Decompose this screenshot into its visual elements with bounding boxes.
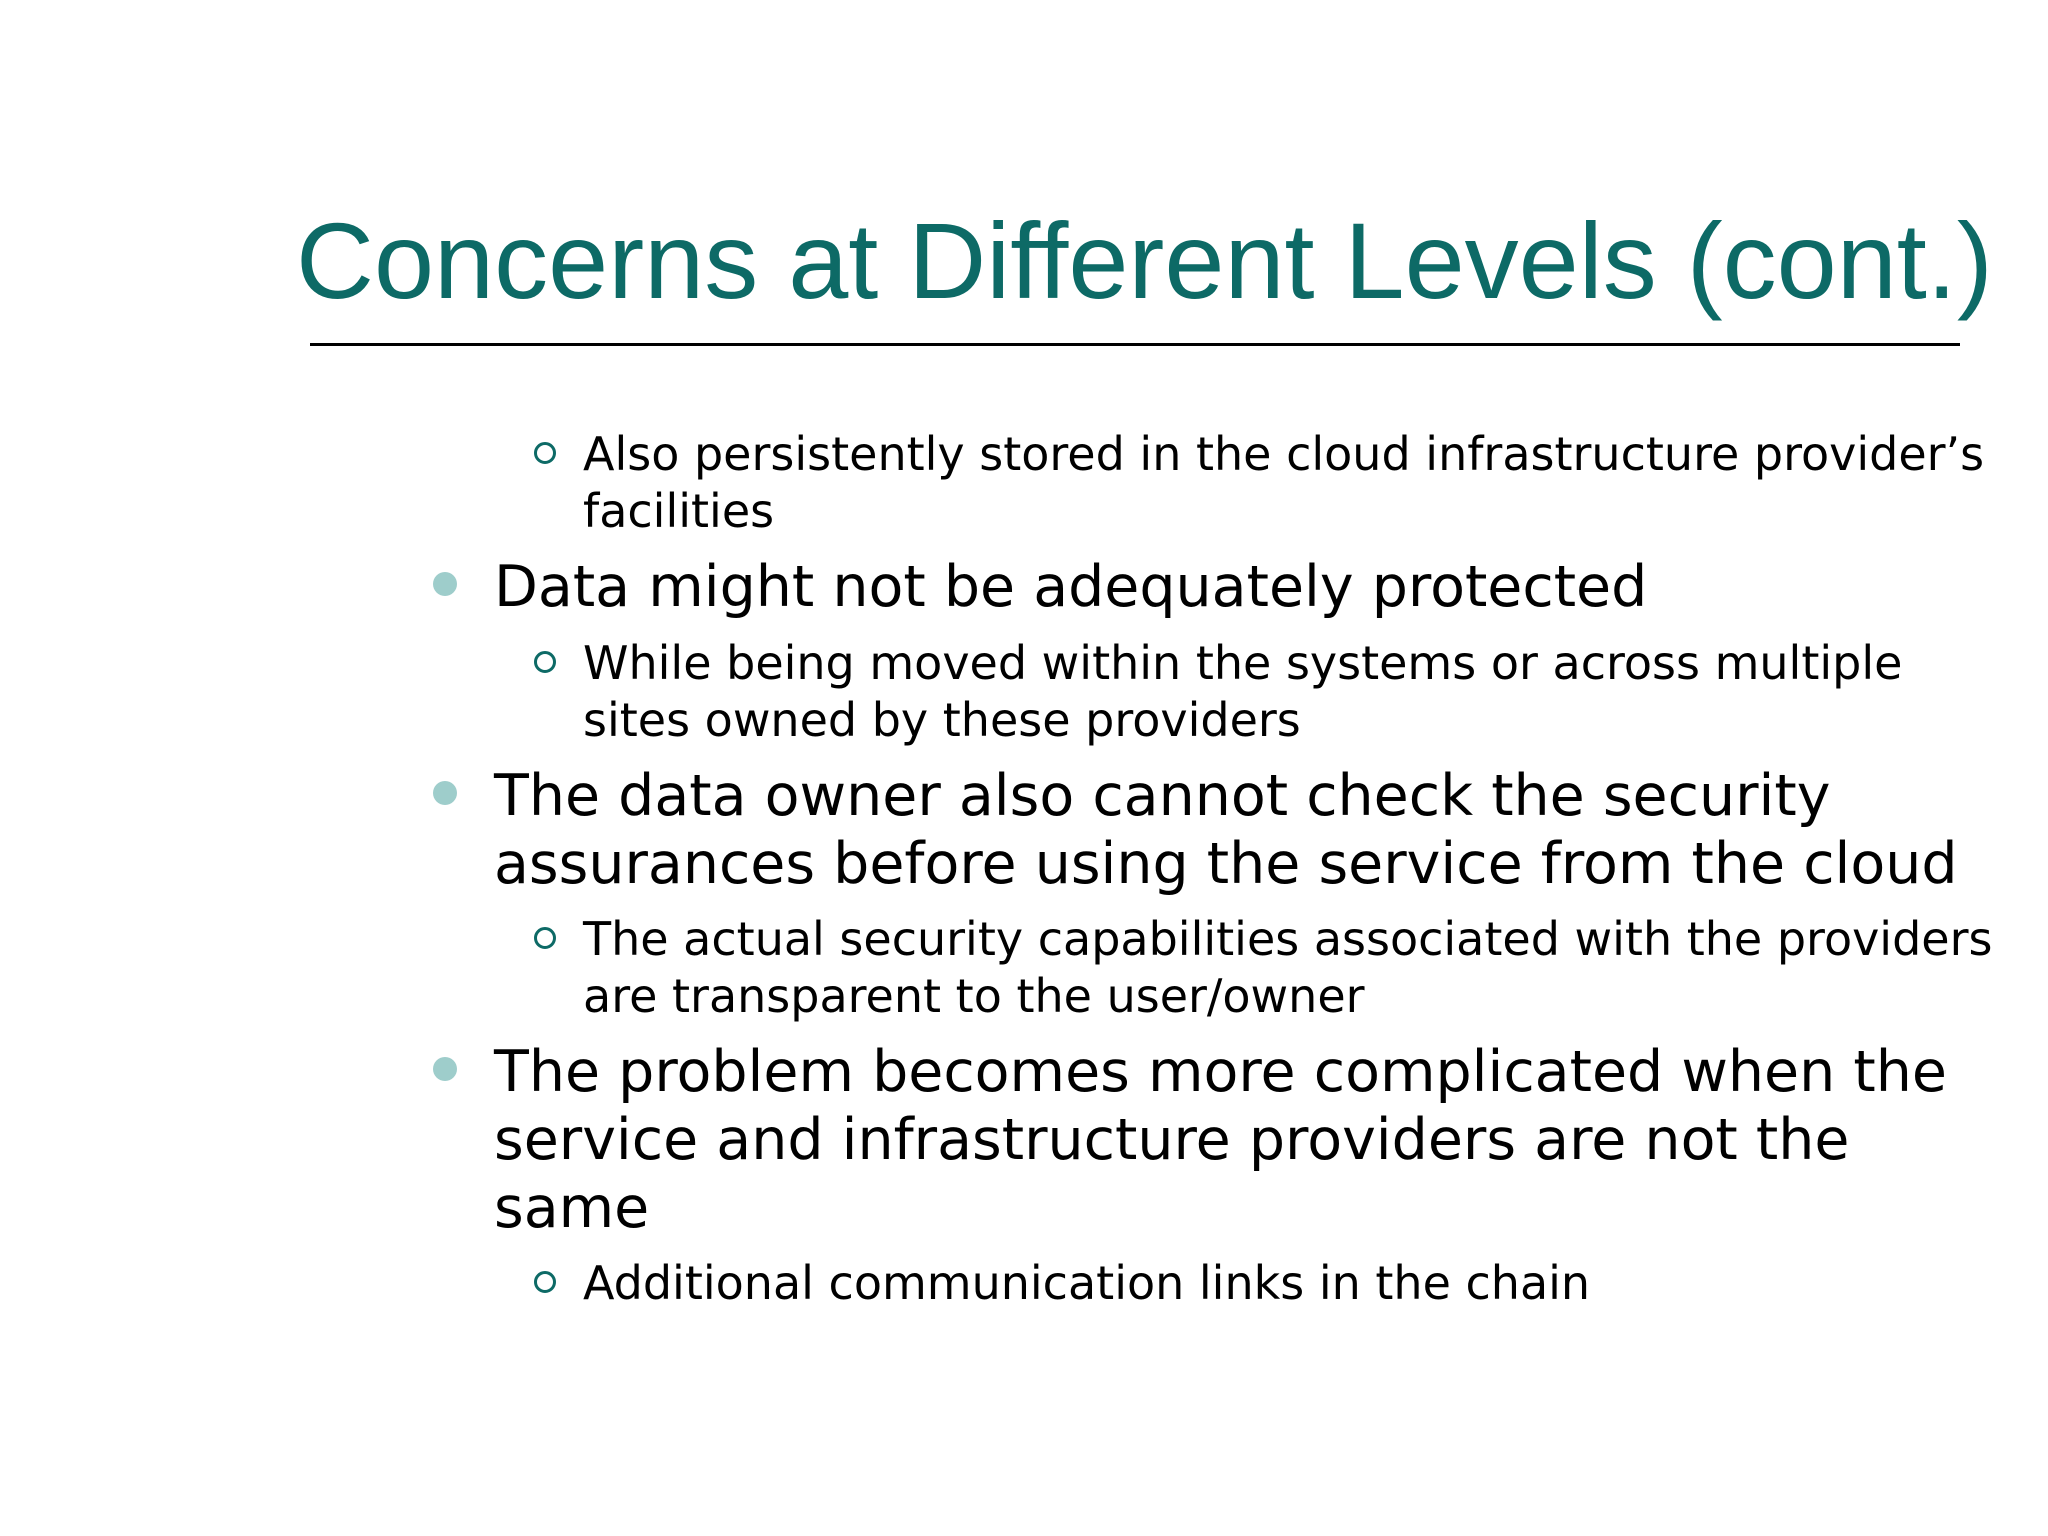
sub-bullet-item <box>583 426 2003 540</box>
bullet-text: Additional communication links in the chain <box>583 1256 1591 1310</box>
ring-bullet-icon <box>534 442 556 464</box>
sub-bullet-item <box>583 1255 2003 1312</box>
dot-bullet-icon <box>433 781 457 805</box>
bullet-text: The data owner also cannot check the security assurances before using the service from the cloud <box>494 763 1958 897</box>
slide-title: Concerns at Different Levels (cont.) <box>296 200 1993 321</box>
bullet-text: Also persistently stored in the cloud infrastructure provider’s facilities <box>583 427 1985 538</box>
bullet-item <box>494 553 1994 621</box>
title-divider <box>310 343 1960 346</box>
bullet-text: The problem becomes more complicated when the service and infrastructure providers are not the same <box>494 1039 1947 1241</box>
bullet-text: While being moved within the systems or across multiple sites owned by these providers <box>583 636 1903 747</box>
ring-bullet-icon <box>534 651 556 673</box>
bullet-item <box>494 1038 1994 1242</box>
bullet-text: Data might not be adequately protected <box>494 554 1648 620</box>
bullet-item <box>494 762 1994 898</box>
ring-bullet-icon <box>534 927 556 949</box>
dot-bullet-icon <box>433 1057 457 1081</box>
sub-bullet-item <box>583 911 2003 1025</box>
ring-bullet-icon <box>534 1271 556 1293</box>
sub-bullet-item <box>583 635 2003 749</box>
bullet-text: The actual security capabilities associated with the providers are transparent to the user/owner <box>583 912 1993 1023</box>
dot-bullet-icon <box>433 572 457 596</box>
